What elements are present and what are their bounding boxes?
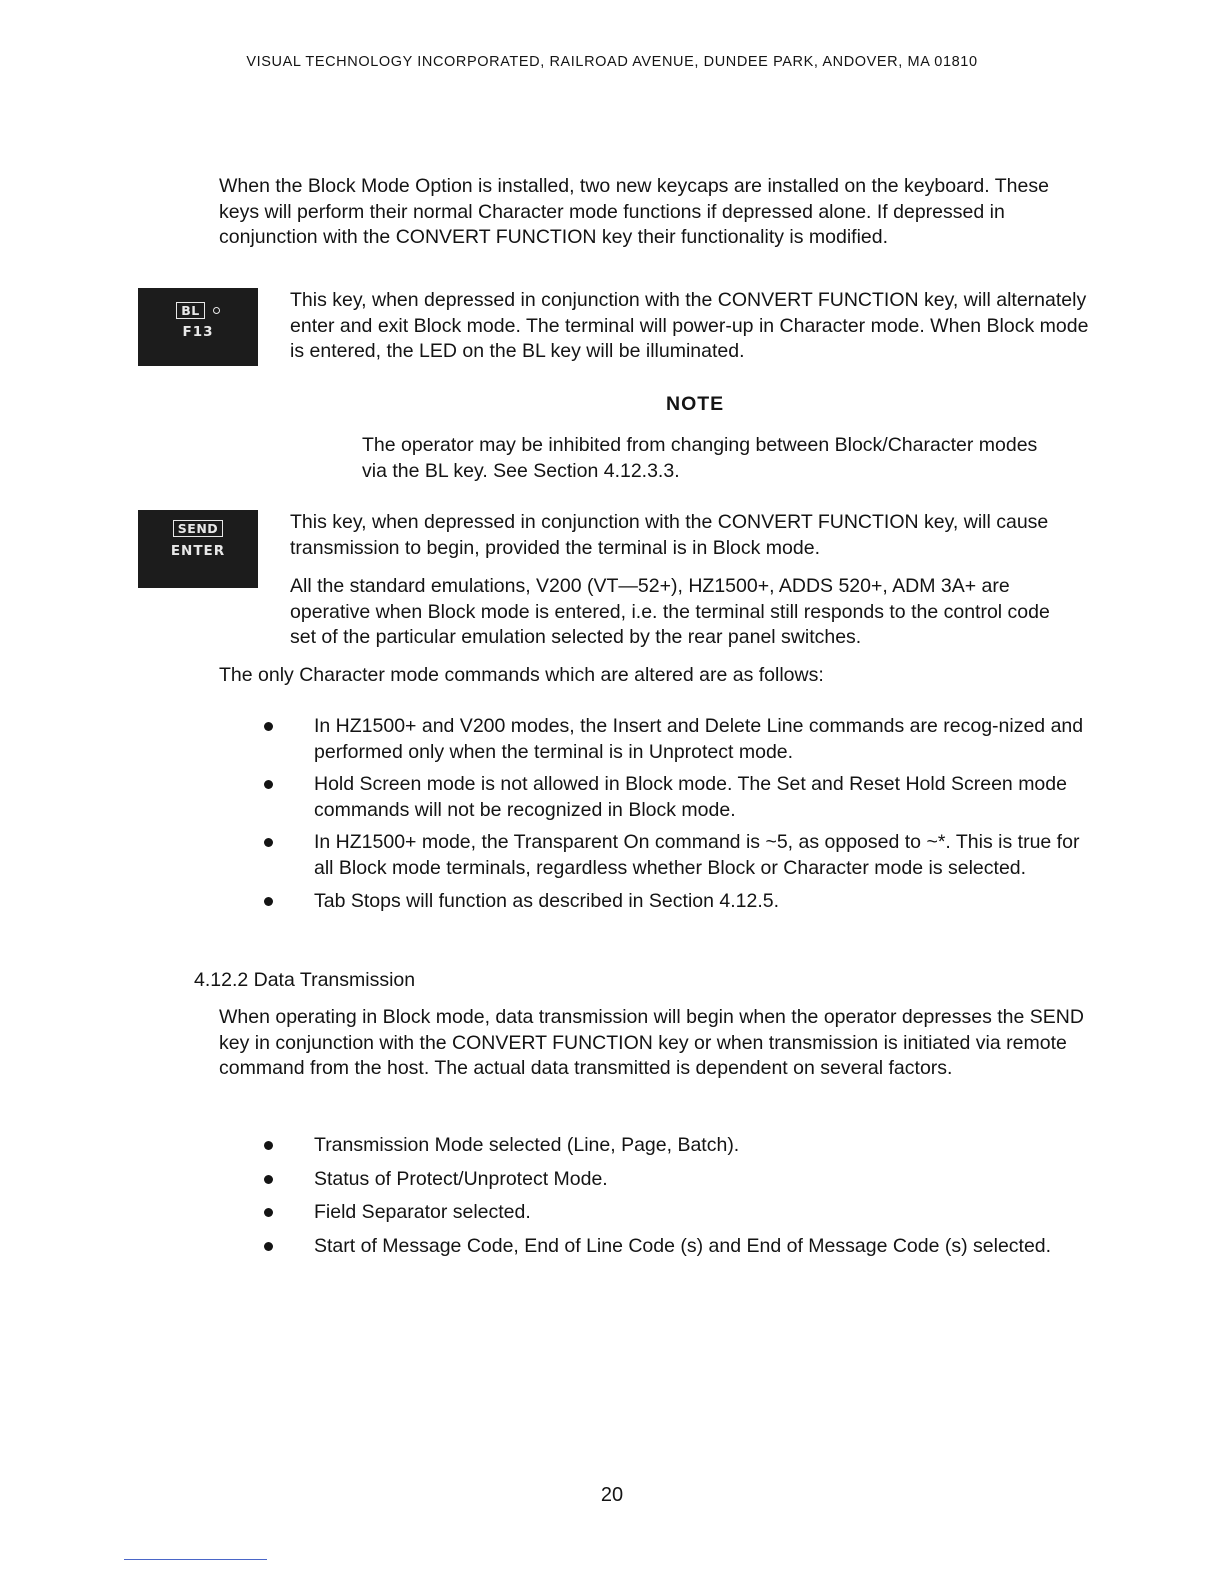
bl-f13-keycap-image bbox=[138, 288, 258, 366]
transmission-factors-list bbox=[314, 1133, 1114, 1259]
list-item-text: In HZ1500+ mode, the Transparent On command is ~5, as opposed to ~*. This is true for all Block mode terminals, regardless whether Block or Character mode is selected. bbox=[314, 831, 1080, 879]
list-item-text: Start of Message Code, End of Line Code (s) and End of Message Code (s) selected. bbox=[314, 1234, 1052, 1257]
page-number: 20 bbox=[600, 1484, 624, 1506]
list-item-text: In HZ1500+ and V200 modes, the Insert and Delete Line commands are recog-nized and performed only when the terminal is in Unprotect mode. bbox=[314, 715, 1084, 763]
note-text: The operator may be inhibited from changing between Block/Character modes via the BL key. See Section 4.12.3.3. bbox=[362, 434, 1038, 482]
bullet-icon bbox=[264, 780, 273, 789]
intro-paragraph: When the Block Mode Option is installed, two new keycaps are installed on the keyboard. These keys will perform their normal Character mode functions if depressed alone. If depressed in conjunction with the CONVERT FUNCTION key their functionality is modified. bbox=[219, 175, 1049, 248]
bullet-icon bbox=[264, 722, 273, 731]
list-item bbox=[314, 889, 1089, 915]
list-item bbox=[314, 772, 1089, 823]
list-item bbox=[314, 1167, 1114, 1193]
list-item bbox=[314, 830, 1089, 881]
bullet-icon bbox=[264, 838, 273, 847]
bullet-icon bbox=[264, 1141, 273, 1150]
note-title: NOTE bbox=[666, 393, 725, 415]
led-indicator-icon bbox=[213, 307, 220, 314]
footer-divider bbox=[124, 1559, 267, 1560]
bullet-icon bbox=[264, 1175, 273, 1184]
list-item bbox=[314, 1133, 1114, 1159]
altered-commands-intro: The only Character mode commands which are altered are as follows: bbox=[219, 664, 824, 686]
bullet-icon bbox=[264, 1242, 273, 1251]
f13-keycap-label: F13 bbox=[182, 324, 214, 340]
send-enter-keycap-image bbox=[138, 510, 258, 588]
list-item bbox=[314, 1200, 1114, 1226]
send-keycap-label: SEND bbox=[173, 520, 223, 537]
section-heading: 4.12.2 Data Transmission bbox=[194, 969, 416, 991]
list-item bbox=[314, 714, 1089, 765]
bullet-icon bbox=[264, 1208, 273, 1217]
bullet-icon bbox=[264, 897, 273, 906]
page-header: VISUAL TECHNOLOGY INCORPORATED, RAILROAD AVENUE, DUNDEE PARK, ANDOVER, MA 01810 bbox=[246, 54, 978, 70]
bl-keycap-label: BL bbox=[176, 302, 205, 319]
send-key-description: This key, when depressed in conjunction with the CONVERT FUNCTION key, will cause transmission to begin, provided the terminal is in Block mode. bbox=[290, 511, 1049, 559]
list-item-text: Hold Screen mode is not allowed in Block mode. The Set and Reset Hold Screen mode commands will not be recognized in Block mode. bbox=[314, 773, 1067, 821]
bl-key-description: This key, when depressed in conjunction with the CONVERT FUNCTION key, will alternately enter and exit Block mode. The terminal will power-up in Character mode. When Block mode is entered, the LED on the BL key will be illuminated. bbox=[290, 289, 1089, 362]
list-item-text: Status of Protect/Unprotect Mode. bbox=[314, 1167, 608, 1190]
altered-commands-list bbox=[314, 714, 1089, 915]
emulations-paragraph: All the standard emulations, V200 (VT—52+), HZ1500+, ADDS 520+, ADM 3A+ are operative when Block mode is entered, i.e. the terminal still responds to the control code set of the particular emulation selected by the rear panel switches. bbox=[290, 575, 1050, 648]
list-item-text: Transmission Mode selected (Line, Page, Batch). bbox=[314, 1134, 740, 1156]
enter-keycap-label: ENTER bbox=[170, 543, 226, 559]
list-item-text: Tab Stops will function as described in Section 4.12.5. bbox=[314, 890, 780, 912]
data-transmission-paragraph: When operating in Block mode, data transmission will begin when the operator depresses the SEND key in conjunction with the CONVERT FUNCTION key or when transmission is initiated via remote command from the host. The actual data transmitted is dependent on several factors. bbox=[219, 1006, 1084, 1079]
list-item-text: Field Separator selected. bbox=[314, 1201, 531, 1223]
list-item bbox=[314, 1234, 1114, 1260]
